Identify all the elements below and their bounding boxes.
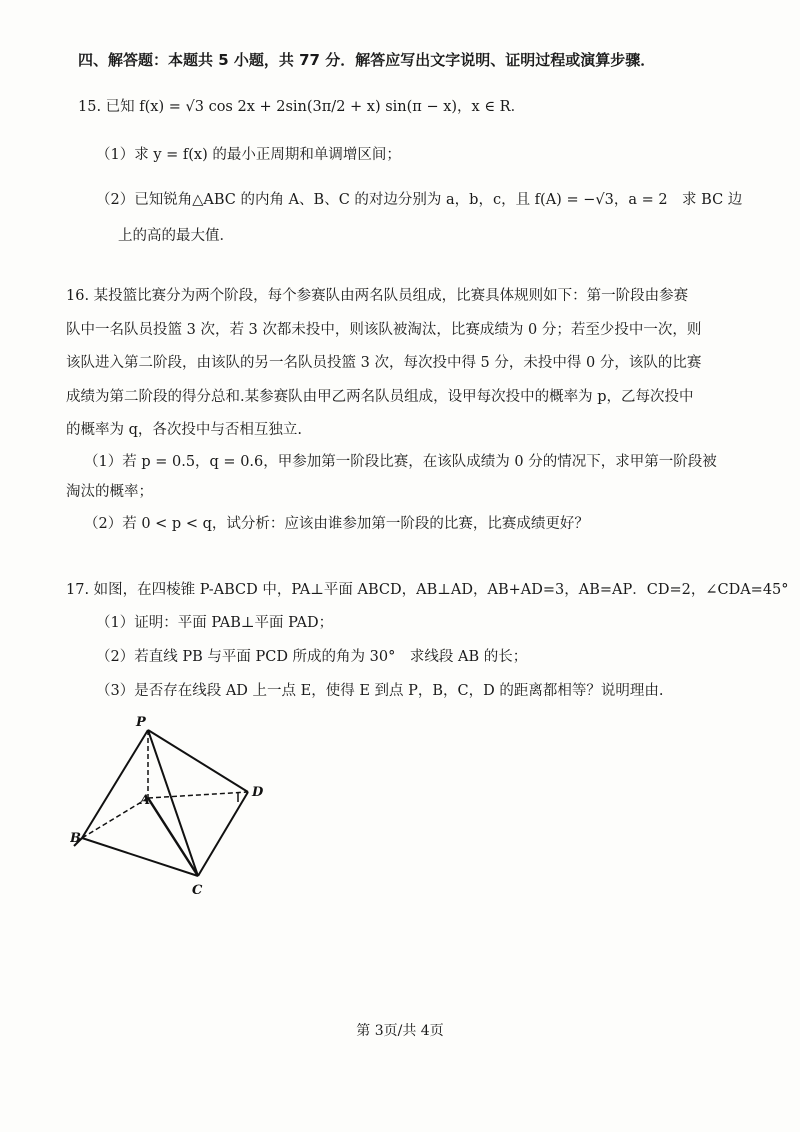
q16-line3: 该队进入第二阶段，由该队的另一名队员投篮 3 次，每次投中得 5 分，未投中得 0 分，该队的比赛	[66, 355, 702, 371]
label-D: D	[252, 785, 264, 800]
q15-stem: 15. 已知 f(x) = √3 cos 2x + 2sin(3π/2 + x) sin(π − x)，x ∈ R．	[78, 99, 526, 115]
q16-line4: 成绩为第二阶段的得分总和.某参赛队由甲乙两名队员组成，设甲每次投中的概率为 p，乙每次投中	[66, 389, 694, 405]
pyramid-figure	[70, 712, 280, 902]
edge-BC	[82, 838, 198, 876]
label-C: C	[192, 883, 203, 898]
q16-part1-line2: 淘汰的概率；	[66, 484, 153, 500]
label-B: B	[70, 831, 81, 846]
edge-CD	[198, 792, 248, 876]
q16-part1-line1: （1）若 p = 0.5，q = 0.6，甲参加第一阶段比赛，在该队成绩为 0 分的情况下，求甲第一阶段被	[84, 454, 717, 470]
label-P: P	[136, 715, 146, 730]
q16-line5: 的概率为 q，各次投中与否相互独立.	[66, 422, 302, 438]
edge-AD	[148, 792, 248, 798]
q17-part1: （1）证明：平面 PAB⊥平面 PAD；	[96, 615, 334, 631]
q15-part1: （1）求 y = f(x) 的最小正周期和单调增区间；	[96, 147, 401, 163]
q17-part2: （2）若直线 PB 与平面 PCD 所成的角为 30° 求线段 AB 的长；	[96, 649, 528, 665]
q16-line1: 16. 某投篮比赛分为两个阶段，每个参赛队由两名队员组成，比赛具体规则如下：第一阶段由参赛	[66, 288, 689, 304]
edge-PD	[148, 730, 248, 792]
q15-part2-line1: （2）已知锐角△ABC 的内角 A、B、C 的对边分别为 a，b，c，且 f(A) = −√3，a = 2 求 BC 边	[96, 192, 743, 208]
edge-PB	[82, 730, 151, 838]
q15-part2-line2: 上的高的最大值．	[118, 228, 234, 244]
page-footer: 第 3页/共 4页	[356, 1023, 444, 1039]
edge-PC	[148, 730, 198, 876]
label-A: A	[140, 793, 151, 808]
q16-line2: 队中一名队员投篮 3 次，若 3 次都未投中，则该队被淘汰，比赛成绩为 0 分；若至少投中一次，则	[66, 322, 702, 338]
section-heading: 四、解答题：本题共 5 小题，共 77 分．解答应写出文字说明、证明过程或演算步骤．	[78, 51, 656, 69]
q17-stem: 17. 如图，在四棱锥 P-ABCD 中，PA⊥平面 ABCD，AB⊥AD，AB+AD=3，AB=AP．CD=2，∠CDA=45°	[66, 582, 789, 598]
q17-part3: （3）是否存在线段 AD 上一点 E，使得 E 到点 P，B，C，D 的距离都相等？说明理由.	[96, 683, 664, 699]
edge-AC	[148, 798, 198, 876]
edge-AB	[82, 798, 148, 838]
q16-part2: （2）若 0 < p < q，试分析：应该由谁参加第一阶段的比赛，比赛成绩更好？	[84, 516, 589, 532]
